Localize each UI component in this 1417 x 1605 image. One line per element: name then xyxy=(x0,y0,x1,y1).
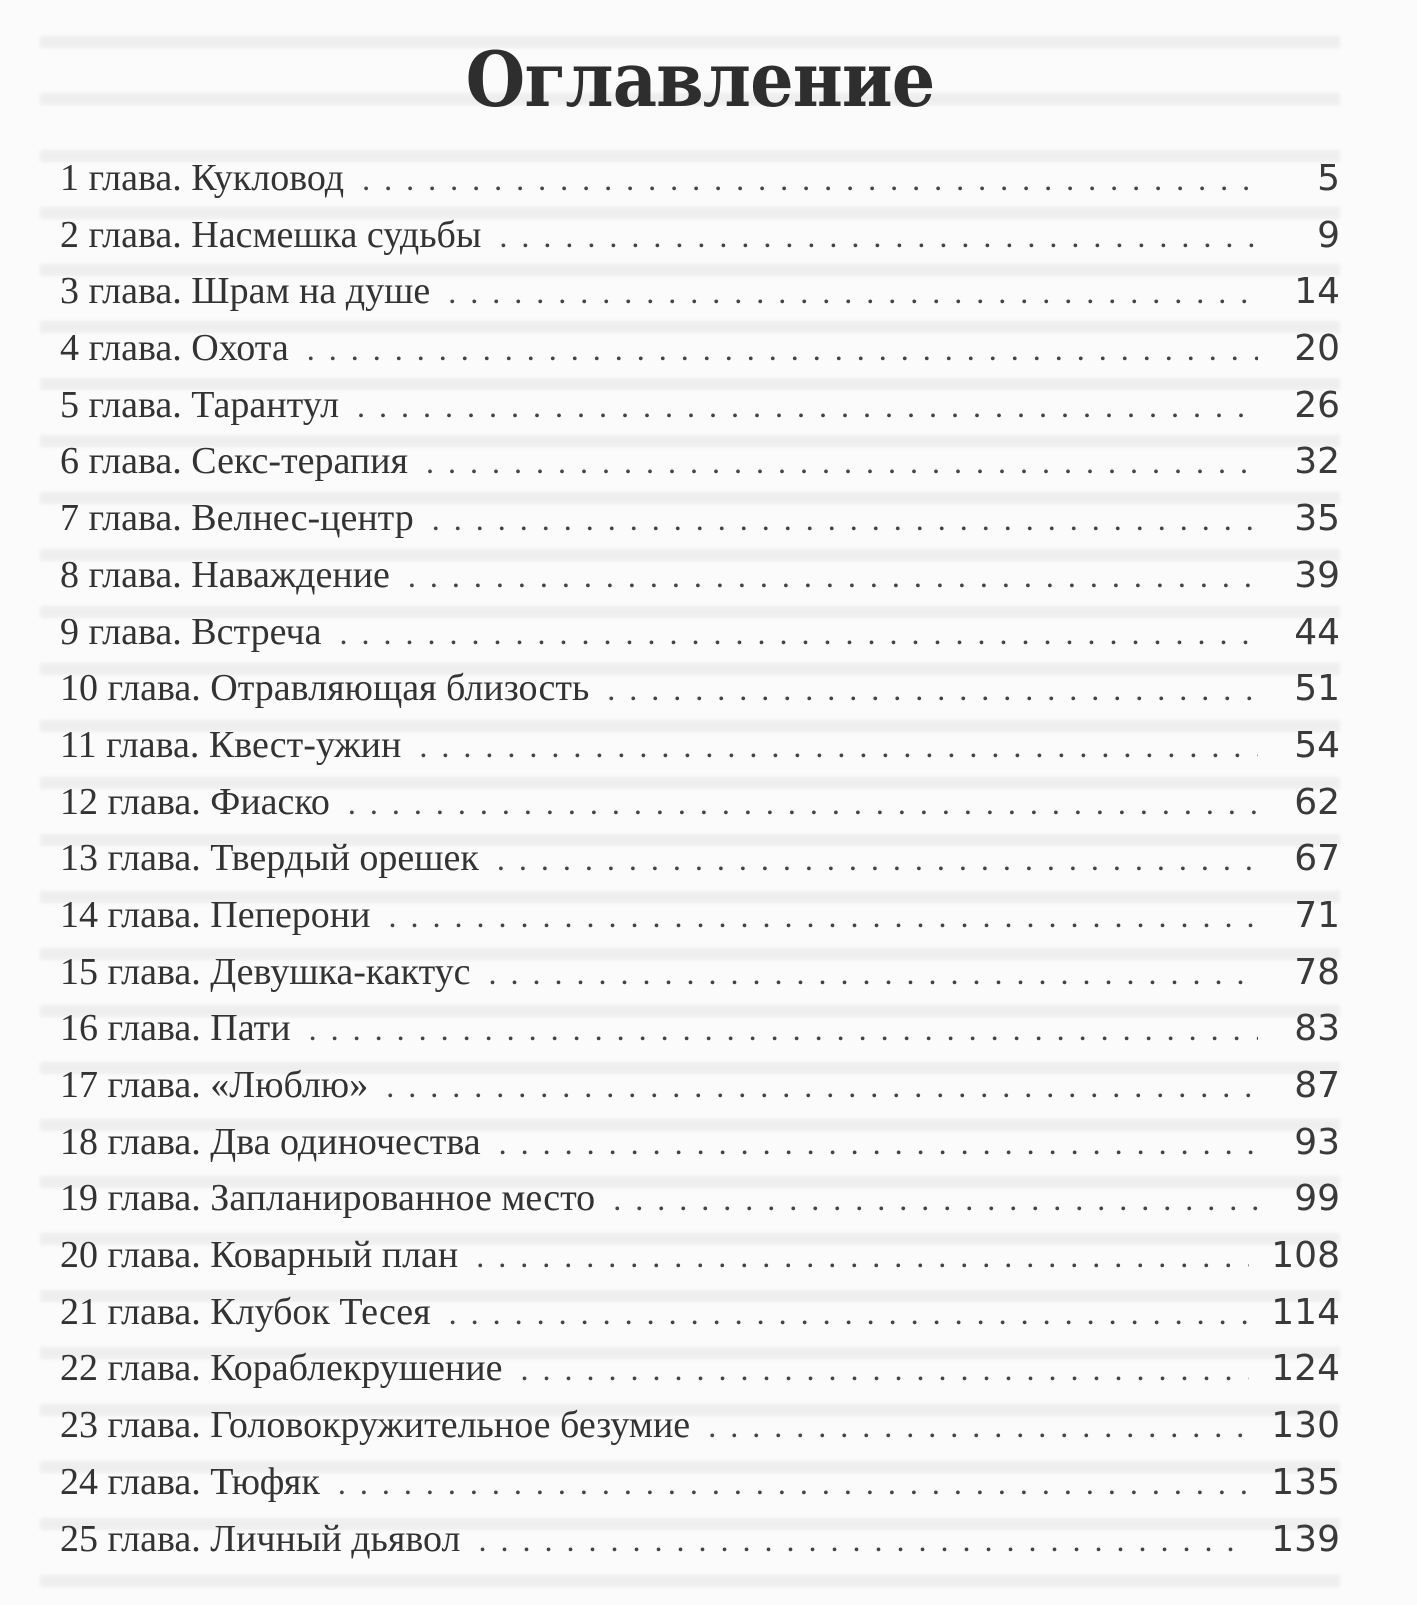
toc-entry xyxy=(60,723,1340,780)
page-number: 114 xyxy=(1271,1291,1340,1333)
dot-leader xyxy=(607,671,1258,708)
chapter-title: 2 глава. Насмешка судьбы xyxy=(60,213,482,256)
chapter-title: 19 глава. Запланированное место xyxy=(60,1177,596,1220)
toc-entry xyxy=(60,836,1340,893)
toc-entry xyxy=(60,1290,1340,1347)
toc-entry xyxy=(60,1063,1340,1120)
chapter-title: 15 глава. Девушка-кактус xyxy=(60,950,471,993)
chapter-title: 18 глава. Два одиночества xyxy=(60,1120,481,1163)
dot-leader xyxy=(309,1011,1258,1048)
chapter-title: 9 глава. Встреча xyxy=(60,610,322,653)
chapter-title: 23 глава. Головокружительное безумие xyxy=(60,1404,691,1447)
dot-leader xyxy=(708,1408,1249,1445)
table-of-contents xyxy=(60,156,1340,1573)
chapter-title: 3 глава. Шрам на душе xyxy=(60,270,431,313)
dot-leader xyxy=(489,955,1258,992)
dot-leader xyxy=(339,615,1258,652)
chapter-title: 25 глава. Личный дьявол xyxy=(60,1517,461,1560)
dot-leader xyxy=(479,1522,1250,1559)
dot-leader xyxy=(449,1295,1250,1332)
book-page xyxy=(60,30,1340,1573)
page-number: 130 xyxy=(1271,1405,1340,1447)
toc-entry xyxy=(60,1120,1340,1177)
dot-leader xyxy=(362,161,1258,198)
page-number: 51 xyxy=(1294,668,1340,710)
page-number: 5 xyxy=(1317,158,1340,199)
toc-entry xyxy=(60,383,1340,440)
toc-entry xyxy=(60,610,1340,667)
dot-leader xyxy=(432,501,1258,538)
page-number: 71 xyxy=(1294,894,1340,936)
dot-leader xyxy=(613,1181,1258,1218)
page-number: 54 xyxy=(1294,724,1340,766)
page-number: 9 xyxy=(1317,214,1340,256)
dot-leader xyxy=(448,274,1258,311)
dot-leader xyxy=(307,331,1258,368)
toc-entry xyxy=(60,553,1340,610)
toc-entry xyxy=(60,666,1340,723)
chapter-title: 4 глава. Охота xyxy=(60,327,289,370)
dot-leader xyxy=(408,558,1258,595)
toc-entry xyxy=(60,269,1340,326)
toc-entry xyxy=(60,1176,1340,1233)
page-number: 26 xyxy=(1294,384,1340,426)
page-number: 32 xyxy=(1294,441,1340,483)
page-number: 87 xyxy=(1294,1065,1340,1106)
toc-entry xyxy=(60,950,1340,1007)
chapter-title: 13 глава. Твердый орешек xyxy=(60,837,479,880)
chapter-title: 20 глава. Коварный план xyxy=(60,1234,459,1277)
toc-entry xyxy=(60,1006,1340,1063)
toc-entry xyxy=(60,1346,1340,1403)
page-number: 67 xyxy=(1294,838,1340,880)
toc-entry xyxy=(60,1517,1340,1574)
page-number: 39 xyxy=(1294,554,1340,596)
chapter-title: 8 глава. Наваждение xyxy=(60,553,390,596)
toc-entry xyxy=(60,1233,1340,1290)
page-number: 139 xyxy=(1271,1518,1340,1560)
page-number: 62 xyxy=(1294,781,1340,823)
chapter-title: 1 глава. Кукловод xyxy=(60,157,345,199)
chapter-title: 14 глава. Пеперони xyxy=(60,893,371,936)
dot-leader xyxy=(357,388,1258,425)
page-number: 78 xyxy=(1294,951,1340,993)
chapter-title: 7 глава. Велнес-центр xyxy=(60,497,414,540)
toc-entry xyxy=(60,156,1340,213)
page-number: 93 xyxy=(1294,1121,1340,1163)
toc-entry xyxy=(60,213,1340,270)
dot-leader xyxy=(338,1465,1249,1502)
chapter-title: 17 глава. «Люблю» xyxy=(60,1064,369,1106)
dot-leader xyxy=(426,444,1258,481)
dot-leader xyxy=(499,218,1258,255)
chapter-title: 22 глава. Кораблекрушение xyxy=(60,1347,503,1390)
page-number: 44 xyxy=(1294,611,1340,653)
page-number: 124 xyxy=(1271,1348,1340,1390)
dot-leader xyxy=(419,728,1258,765)
dot-leader xyxy=(520,1351,1249,1388)
toc-entry xyxy=(60,326,1340,383)
chapter-title: 6 глава. Секс-терапия xyxy=(60,440,408,483)
page-number: 99 xyxy=(1294,1178,1340,1220)
toc-entry xyxy=(60,893,1340,950)
page-number: 83 xyxy=(1294,1008,1340,1050)
page-number: 135 xyxy=(1271,1461,1340,1503)
page-number: 108 xyxy=(1271,1235,1340,1277)
page-title: Оглавление xyxy=(465,35,935,124)
toc-entry xyxy=(60,496,1340,553)
page-number: 20 xyxy=(1294,328,1340,370)
dot-leader xyxy=(348,785,1258,822)
toc-entry xyxy=(60,780,1340,837)
dot-leader xyxy=(386,1068,1258,1105)
dot-leader xyxy=(497,841,1258,878)
toc-entry xyxy=(60,1460,1340,1517)
dot-leader xyxy=(499,1125,1258,1162)
dot-leader xyxy=(388,898,1258,935)
chapter-title: 11 глава. Квест-ужин xyxy=(60,723,402,766)
chapter-title: 24 глава. Тюфяк xyxy=(60,1460,320,1503)
toc-entry xyxy=(60,1403,1340,1460)
page-number: 14 xyxy=(1294,271,1340,313)
chapter-title: 10 глава. Отравляющая близость xyxy=(60,667,590,710)
chapter-title: 16 глава. Пати xyxy=(60,1007,291,1050)
dot-leader xyxy=(476,1238,1249,1275)
chapter-title: 5 глава. Тарантул xyxy=(60,383,340,426)
toc-entry xyxy=(60,439,1340,496)
page-number: 35 xyxy=(1294,498,1340,540)
chapter-title: 21 глава. Клубок Тесея xyxy=(60,1290,431,1333)
chapter-title: 12 глава. Фиаско xyxy=(60,780,330,823)
